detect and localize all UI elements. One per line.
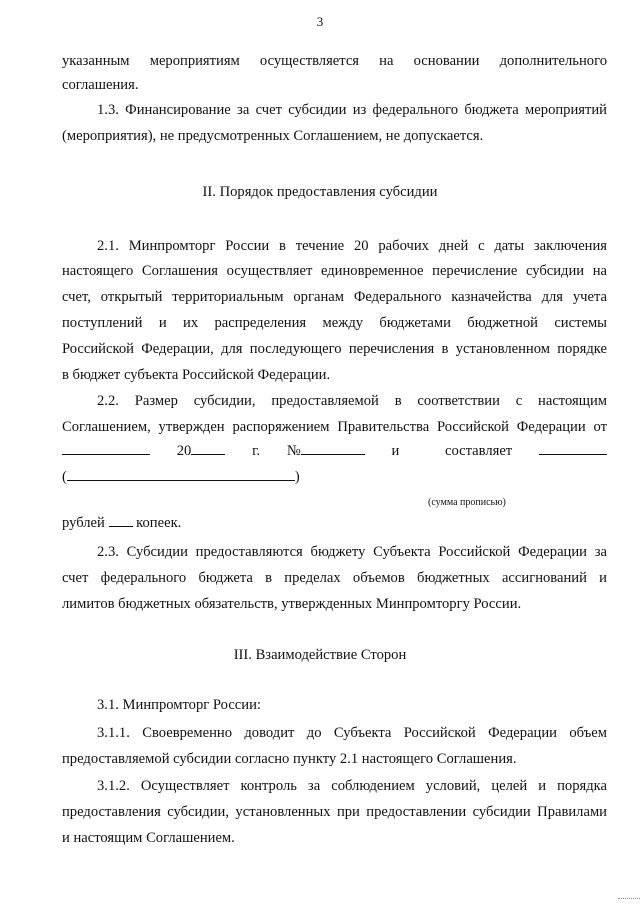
paragraph-line: поступлений и их распределения между бюджетами бюджетной системы <box>62 315 607 331</box>
paragraph-line: 3.1.1. Своевременно доводит до Субъекта Российской Федерации объем <box>97 725 607 741</box>
amount-words-blank[interactable] <box>67 468 295 481</box>
section-heading-2: II. Порядок предоставления субсидии <box>202 184 438 200</box>
paragraph-line: лимитов бюджетных обязательств, утвержденных Минпромторгу России. <box>62 596 522 612</box>
kopecks-blank[interactable] <box>109 514 133 527</box>
paragraph-line: указанным мероприятиям осуществляется на основании дополнительного <box>62 53 607 69</box>
paragraph-line: настоящего Соглашения осуществляет единовременное перечисление субсидии на <box>62 263 607 279</box>
amount-caption: (сумма прописью) <box>428 497 506 508</box>
paragraph-line: 2.1. Минпромторг России в течение 20 рабочих дней с даты заключения <box>97 238 607 254</box>
page-number: 3 <box>316 14 324 29</box>
date-number-amount-line <box>62 442 607 460</box>
paragraph-line: (мероприятия), не предусмотренных Соглашением, не допускается. <box>62 128 484 144</box>
paragraph-line: 1.3. Финансирование за счет субсидии из федерального бюджета мероприятий <box>97 102 607 118</box>
section-heading-3: III. Взаимодействие Сторон <box>233 647 407 663</box>
paragraph-line: Соглашением, утвержден распоряжением Правительства Российской Федерации от <box>62 419 607 435</box>
paragraph-line: 3.1. Минпромторг России: <box>97 697 261 713</box>
paragraph-line: предоставляемой субсидии согласно пункту 2.1 настоящего Соглашения. <box>62 751 517 767</box>
paragraph-line: предоставления субсидии, установленных при предоставлении субсидии Правилами <box>62 804 607 820</box>
year-suffix: г. <box>252 443 261 459</box>
date-blank[interactable] <box>62 442 150 455</box>
amount-label: и составляет <box>391 443 513 459</box>
paragraph-line: счет федерального бюджета в пределах объемов бюджетных ассигнований и <box>62 570 607 586</box>
paragraph-line: соглашения. <box>62 77 139 93</box>
scan-edge-mark <box>618 898 640 905</box>
amount-blank[interactable] <box>539 442 607 455</box>
amount-words-line: ( ) <box>62 469 300 485</box>
paragraph-line: в бюджет субъекта Российской Федерации. <box>62 367 331 383</box>
number-field: № <box>287 442 365 460</box>
year-field: 20 <box>177 442 226 460</box>
paragraph-line: 2.3. Субсидии предоставляются бюджету Субъекта Российской Федерации за <box>97 544 607 560</box>
paragraph-line: 3.1.2. Осуществляет контроль за соблюдением условий, целей и порядка <box>97 778 607 794</box>
paragraph-line: 2.2. Размер субсидии, предоставляемой в соответствии с настоящим <box>97 393 607 409</box>
rubles-kopecks-line: рублей копеек. <box>62 515 182 531</box>
paragraph-line: и настоящим Соглашением. <box>62 830 235 846</box>
paragraph-line: счет, открытый территориальным органам Федерального казначейства для учета <box>62 289 607 305</box>
paragraph-line: Российской Федерации, для последующего перечисления в установленном порядке <box>62 341 607 357</box>
